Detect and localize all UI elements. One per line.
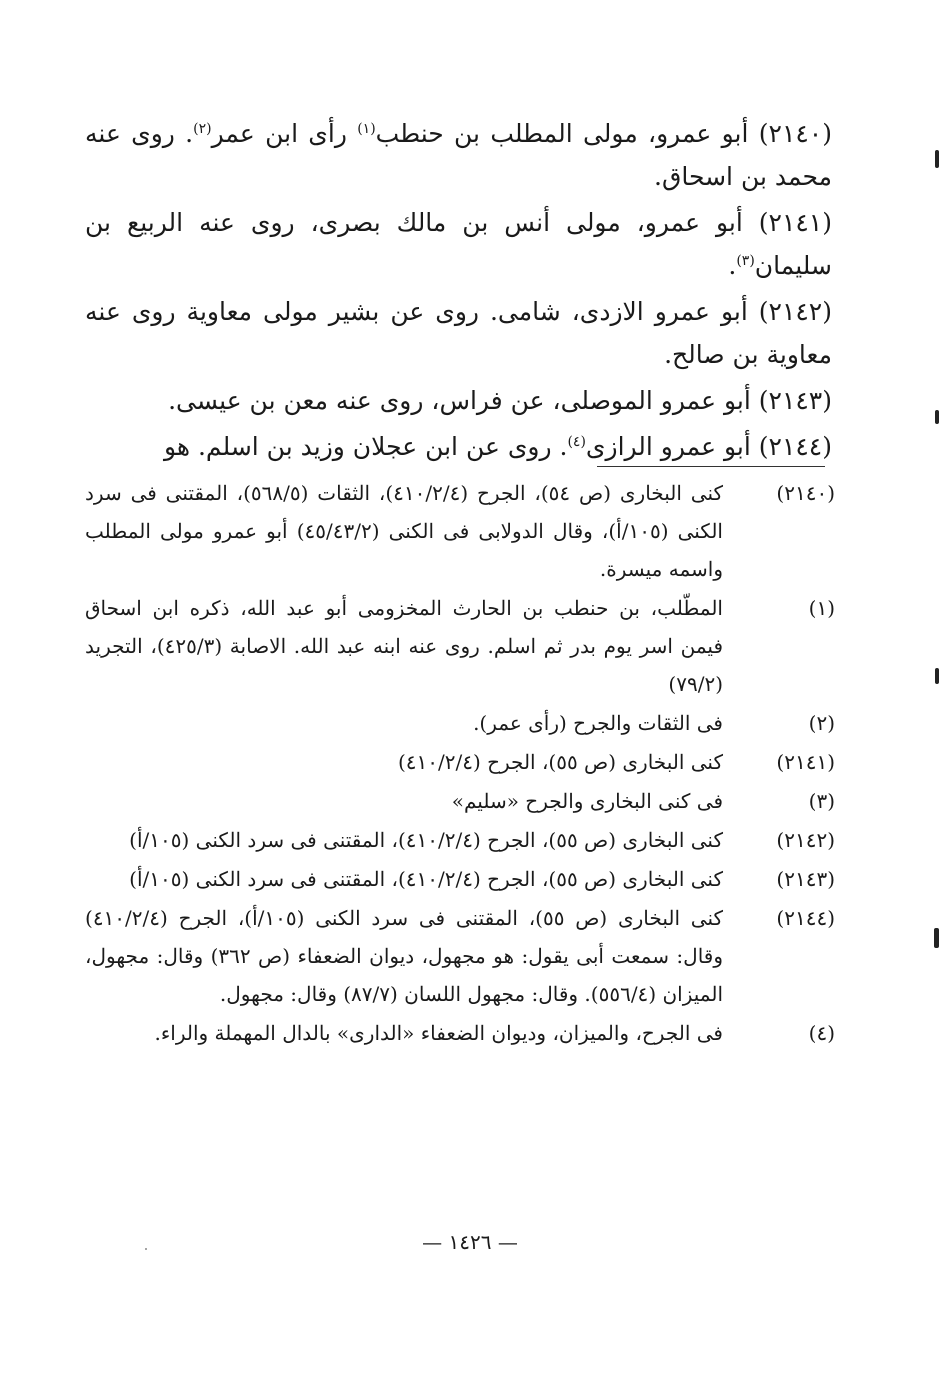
margin-mark [935,150,939,168]
footnote-ref: (٢١٤٤) [776,906,835,930]
footnote-separator [597,466,825,467]
footnotes [85,474,835,1053]
footnote-ref: (٣) [808,789,835,813]
footnote-ref: (٢١٤١) [776,750,835,774]
footnote-marker: (٤) [567,434,586,450]
entry-2140: (٢١٤٠) أبو عمرو، مولى المطلب بن حنطب$^{(١)}$ رأى ابن عمر$^{(٢)}$. روى عنه محمد بن اسحاق. [85,119,832,191]
footnote-2142 [85,821,835,859]
footnote-2141 [85,743,835,781]
scan-speck [145,1248,147,1250]
footnote-4 [85,1014,835,1052]
entry-2144: (٢١٤٤) أبو عمرو الرازى$^{(٤)}$. روى عن ابن عجلان وزيد بن اسلم. هو [163,432,832,461]
entry-2142: (٢١٤٢) أبو عمرو الازدى، شامى. روى عن بشير مولى معاوية روى عنه معاوية بن صالح. [85,297,832,369]
footnote-marker: (٣) [736,253,755,269]
footnote-2 [85,704,835,742]
margin-mark [935,668,939,684]
footnote-ref: (٤) [808,1021,835,1045]
footnote-text: كنى البخارى (ص ٥٥)، الجرح (٤١٠/٢/٤) [397,750,723,774]
footnote-text: فى الثقات والجرح (رأى عمر). [473,711,723,735]
footnote-text: المطّلب، بن حنطب بن الحارث المخزومى أبو عبد الله، ذكره ابن اسحاق فيمن اسر يوم بدر ثم اسلم. روى عنه ابنه عبد الله. الاصابة (٤٢٥/٣)، التجريد (٧٩/٢) [85,596,724,696]
footnote-text: كنى البخارى (ص ٥٤)، الجرح (٤١٠/٢/٤)، الثقات (٥٦٨/٥)، المقتنى فى سرد الكنى (١٠٥/أ)، وقال الدولابى فى الكنى (٤٥/٤٣/٢) أبو عمرو مولى المطلب واسمه ميسرة. [85,481,723,581]
footnote-ref: (٢١٤٠) [776,481,835,505]
page-number: — ١٤٢٦ — [422,1230,518,1254]
footnote-text: فى كنى البخارى والجرح «سليم» [451,789,723,813]
footnote-text: كنى البخارى (ص ٥٥)، المقتنى فى سرد الكنى (١٠٥/أ)، الجرح (٤١٠/٢/٤) وقال: سمعت أبى يقول: هو مجهول، ديوان الضعفاء (ص ٣٦٢) وقال: مجهول، الميزان (٥٥٦/٤). وقال: مجهول اللسان (٨٧/٧) وقال: مجهول. [85,906,723,1006]
footnote-marker: (٢) [193,121,212,137]
entry-2141: (٢١٤١) أبو عمرو، مولى أنس بن مالك بصرى، روى عنه الربيع بن سليمان$^{(٣)}$. [85,208,832,280]
margin-mark [935,410,939,424]
footnote-text: كنى البخارى (ص ٥٥)، الجرح (٤١٠/٢/٤)، المقتنى فى سرد الكنى (١٠٥/أ) [129,828,723,852]
footnote-2143 [85,860,835,898]
footnote-3 [85,782,835,820]
footnote-ref: (٢) [808,711,835,735]
footnote-2144 [85,899,835,1013]
footnote-text: فى الجرح، والميزان، وديوان الضعفاء «الدارى» بالدال المهملة والراء. [154,1021,723,1045]
footnote-marker: (١) [357,121,376,137]
margin-mark [934,928,939,948]
footnote-ref: (٢١٤٢) [776,828,835,852]
footnote-text: كنى البخارى (ص ٥٥)، الجرح (٤١٠/٢/٤)، المقتنى فى سرد الكنى (١٠٥/أ) [129,867,723,891]
main-text [85,112,832,471]
entry-2143: (٢١٤٣) أبو عمرو الموصلى، عن فراس، روى عنه معن بن عيسى. [168,386,832,415]
footnote-2140 [85,474,835,588]
footnote-ref: (٢١٤٣) [776,867,835,891]
footnote-1 [85,589,835,703]
footnote-ref: (١) [808,596,835,620]
